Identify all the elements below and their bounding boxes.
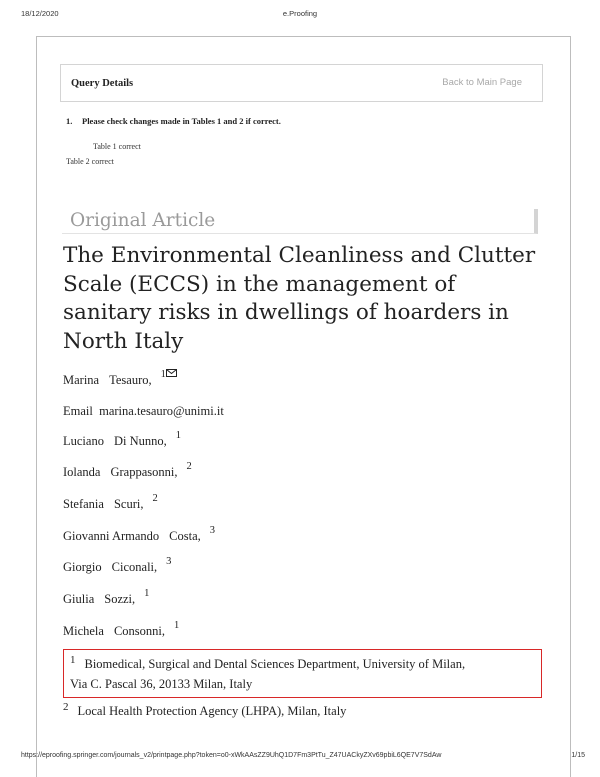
author-affiliation: 2 [186,461,192,472]
author-7[interactable] [63,588,150,607]
author-first-name: Michela [63,624,104,638]
author-5[interactable] [63,525,216,544]
query-answer-1: Table 1 correct [93,142,141,151]
author-last-name: Di Nunno, [113,434,167,448]
author-4[interactable] [63,493,158,512]
affiliation-1-line1 [70,654,466,672]
author-last-name: Grappasonni, [110,465,178,479]
author-last-name: Costa, [169,529,201,543]
affiliation-number: 1 [70,654,76,666]
email-label: Email [63,404,93,418]
email-value[interactable]: marina.tesauro@unimi.it [99,404,224,418]
author-first-name: Luciano [63,434,104,448]
email-icon[interactable] [166,369,177,377]
author-last-name: Consonni, [113,624,166,638]
browser-print-header [0,0,600,20]
author-first-name: Giovanni Armando [63,529,160,543]
article-type-box [62,209,538,234]
print-title: e.Proofing [282,9,318,18]
affiliation-2 [63,701,347,719]
page-url: https://eproofing.springer.com/journals_v2/printpage.php?token=o0-xWkAAsZZ9UhQ1D7Fm3PtTu_Z47UACkyZXv69pbiL6QE7V7SdAw [21,752,442,759]
author-first-name: Giorgio [63,560,102,574]
author-affiliation: 2 [152,493,158,504]
query-details-panel [60,64,543,102]
print-date: 18/12/2020 [21,9,59,18]
author-affiliation: 3 [209,525,216,536]
author-1[interactable] [63,369,177,388]
author-2[interactable] [63,430,181,449]
author-email [63,404,224,419]
affiliation-1-highlight [63,649,542,698]
author-affiliation: 3 [166,556,172,567]
affiliation-number: 2 [63,701,69,713]
affiliation-text: Biomedical, Surgical and Dental Sciences Department, University of Milan, [84,657,466,671]
author-affiliation: 1 [175,430,181,441]
article-title: The Environmental Cleanliness and Clutter Scale (ECCS) in the management of sanitary risks in dwellings of hoarders in North Italy [63,243,536,354]
query-item-number: 1. [66,116,73,126]
author-8[interactable] [63,620,180,639]
author-3[interactable] [63,461,192,480]
query-item [66,116,281,126]
author-first-name: Giulia [63,592,95,606]
query-item-text: Please check changes made in Tables 1 and 2 if correct. [82,116,281,126]
author-6[interactable] [63,556,172,575]
author-first-name: Iolanda [63,465,101,479]
author-last-name: Scuri, [113,497,144,511]
author-last-name: Ciconali, [111,560,158,574]
query-details-title: Query Details [71,78,134,89]
affiliation-1-line2: Via C. Pascal 36, 20133 Milan, Italy [70,677,253,691]
page-number: 1/15 [571,752,585,759]
author-first-name: Stefania [63,497,104,511]
article-type-label: Original Article [70,210,216,231]
author-last-name: Sozzi, [104,592,136,606]
author-first-name: Marina [63,373,100,387]
query-answer-2: Table 2 correct [66,157,114,166]
author-affiliation: 1 [144,588,150,599]
author-affiliation: 1 [161,369,177,380]
author-affiliation: 1 [174,620,180,631]
back-to-main-page-link[interactable]: Back to Main Page [442,77,522,88]
affiliation-text: Local Health Protection Agency (LHPA), Milan, Italy [77,704,347,718]
author-last-name: Tesauro, [109,373,152,387]
